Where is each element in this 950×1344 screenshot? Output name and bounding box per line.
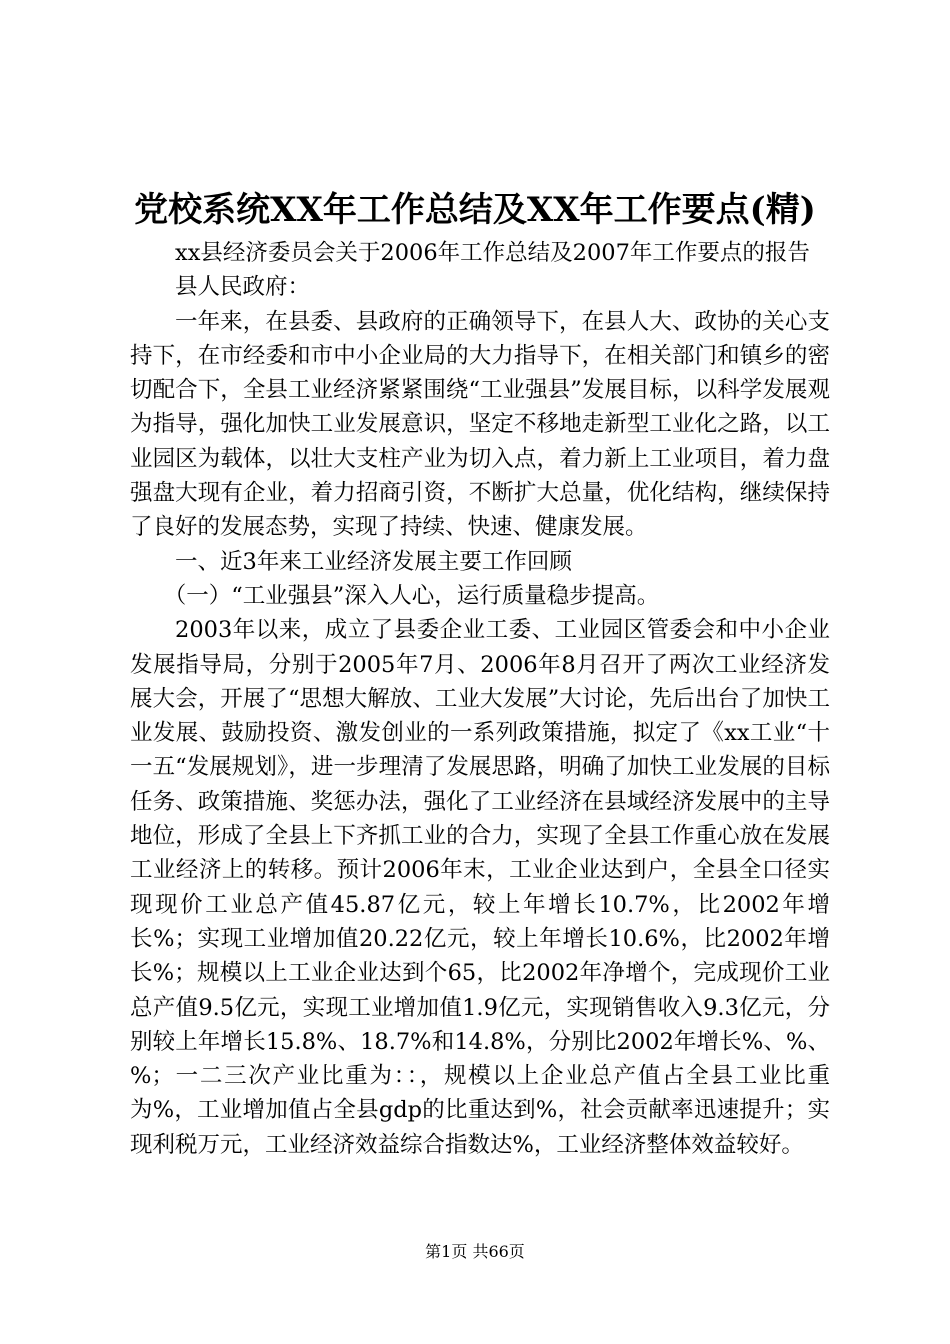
document-body (130, 236, 830, 1162)
subsection-heading-1: （一）“工业强县”深入人心，运行质量稳步提高。 (163, 582, 660, 609)
salutation-paragraph: 县人民政府： (175, 274, 311, 301)
intro-paragraph: 一年来，在县委、县政府的正确领导下，在县人大、政协的关心支持下，在市经委和市中小企业局的大力指导下，在相关部门和镇乡的密切配合下，全县工业经济紧紧围绕“工业强县”发展目标，以科学发展观为指导，强化加快工业发展意识，坚定不移地走新型工业化之路，以工业园区为载体，以壮大支柱产业为切入点，着力新上工业项目，着力盘强盘大现有企业，着力招商引资，不断扩大总量，优化结构，继续保持了良好的发展态势，实现了持续、快速、健康发展。 (130, 308, 830, 541)
report-heading-paragraph: xx县经济委员会关于2006年工作总结及2007年工作要点的报告 (175, 240, 810, 266)
page-number-footer: 第1页 共66页 (425, 1242, 525, 1261)
document-title: 党校系统XX年工作总结及XX年工作要点(精) (134, 190, 816, 230)
body-paragraph-2003: 2003年以来，成立了县委企业工委、工业园区管委会和中小企业发展指导局，分别于2005年7月、2006年8月召开了两次工业经济发展大会，开展了“思想大解放、工业大发展”大讨论，先后出台了加快工业发展、鼓励投资、激发创业的一系列政策措施，拟定了《xx工业“十一五“发展规划》，进一步理清了发展思路，明确了加快工业发展的目标任务、政策措施、奖惩办法，强化了工业经济在县域经济发展中的主导地位，形成了全县上下齐抓工业的合力，实现了全县工作重心放在发展工业经济上的转移。预计2006年末，工业企业达到户，全县全口径实现现价工业总产值45.87亿元，较上年增长10.7%，比2002年增长%；实现工业增加值20.22亿元，较上年增长10.6%，比2002年增长%；规模以上工业企业达到个65，比2002年净增个，完成现价工业总产值9.5亿元，实现工业增加值1.9亿元，实现销售收入9.3亿元，分别较上年增长15.8%、18.7%和14.8%，分别比2002年增长%、%、%；一二三次产业比重为：：，规模以上企业总产值占全县工业比重为%，工业增加值占全县gdp的比重达到%，社会贡献率迅速提升；实现利税万元，工业经济效益综合指数达%，工业经济整体效益较好。 (130, 617, 830, 1158)
section-heading-1: 一、近3年来工业经济发展主要工作回顾 (175, 548, 572, 575)
